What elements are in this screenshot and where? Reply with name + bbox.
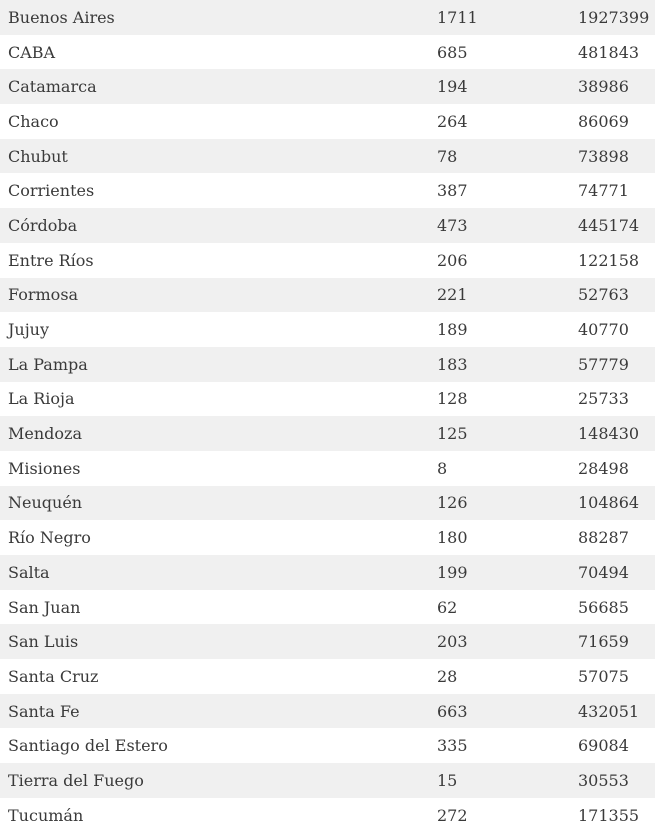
value-b-cell: 28498: [578, 458, 629, 478]
value-b-cell: 74771: [578, 181, 629, 201]
value-b-cell: 52763: [578, 285, 629, 305]
province-name-cell: Formosa: [8, 285, 79, 305]
province-name-cell: Santa Cruz: [8, 666, 99, 686]
table-row: [0, 382, 655, 417]
table-row: [0, 0, 655, 35]
table-row: [0, 486, 655, 521]
value-a-cell: 221: [437, 285, 468, 305]
value-a-cell: 15: [437, 770, 458, 790]
table-row: [0, 139, 655, 174]
value-b-cell: 432051: [578, 701, 640, 721]
value-b-cell: 148430: [578, 424, 640, 444]
value-b-cell: 38986: [578, 77, 629, 97]
value-b-cell: 481843: [578, 42, 640, 62]
province-name-cell: Misiones: [8, 458, 81, 478]
value-a-cell: 128: [437, 389, 468, 409]
province-name-cell: Neuquén: [8, 493, 83, 513]
province-name-cell: Corrientes: [8, 181, 95, 201]
province-name-cell: CABA: [8, 42, 56, 62]
value-a-cell: 1711: [437, 7, 478, 27]
table-row: [0, 208, 655, 243]
table-row: [0, 104, 655, 139]
province-name-cell: Buenos Aires: [8, 7, 115, 27]
value-b-cell: 86069: [578, 111, 629, 131]
value-a-cell: 272: [437, 805, 468, 825]
value-a-cell: 194: [437, 77, 468, 97]
table-row: [0, 520, 655, 555]
table-row: [0, 763, 655, 798]
value-b-cell: 40770: [578, 320, 629, 340]
value-a-cell: 206: [437, 250, 468, 270]
value-a-cell: 663: [437, 701, 468, 721]
table-row: [0, 243, 655, 278]
value-a-cell: 78: [437, 146, 458, 166]
value-a-cell: 180: [437, 528, 468, 548]
province-name-cell: San Luis: [8, 632, 79, 652]
value-a-cell: 199: [437, 562, 468, 582]
value-b-cell: 30553: [578, 770, 629, 790]
table-row: [0, 798, 655, 833]
table-row: [0, 451, 655, 486]
table-row: [0, 69, 655, 104]
value-b-cell: 25733: [578, 389, 629, 409]
province-name-cell: Salta: [8, 562, 50, 582]
value-a-cell: 685: [437, 42, 468, 62]
province-name-cell: Chubut: [8, 146, 68, 166]
province-name-cell: La Pampa: [8, 354, 88, 374]
value-b-cell: 88287: [578, 528, 629, 548]
value-a-cell: 335: [437, 736, 468, 756]
value-b-cell: 69084: [578, 736, 629, 756]
table-row: [0, 347, 655, 382]
value-a-cell: 473: [437, 215, 468, 235]
value-b-cell: 1927399: [578, 7, 650, 27]
province-name-cell: Tucumán: [8, 805, 84, 825]
value-b-cell: 57779: [578, 354, 629, 374]
value-b-cell: 104864: [578, 493, 640, 513]
value-a-cell: 62: [437, 597, 458, 617]
table-row: [0, 173, 655, 208]
value-b-cell: 71659: [578, 632, 629, 652]
value-b-cell: 70494: [578, 562, 629, 582]
value-b-cell: 57075: [578, 666, 629, 686]
value-b-cell: 73898: [578, 146, 629, 166]
table-row: [0, 728, 655, 763]
table-row: [0, 312, 655, 347]
value-a-cell: 203: [437, 632, 468, 652]
table-row: [0, 416, 655, 451]
table-row: [0, 590, 655, 625]
table-row: [0, 35, 655, 70]
value-a-cell: 28: [437, 666, 458, 686]
province-name-cell: Santa Fe: [8, 701, 80, 721]
table-row: [0, 694, 655, 729]
value-a-cell: 126: [437, 493, 468, 513]
province-name-cell: Río Negro: [8, 528, 91, 548]
table-row: [0, 624, 655, 659]
value-a-cell: 125: [437, 424, 468, 444]
table-row: [0, 278, 655, 313]
province-name-cell: Mendoza: [8, 424, 82, 444]
value-a-cell: 264: [437, 111, 468, 131]
province-name-cell: Tierra del Fuego: [8, 770, 144, 790]
table-row: [0, 555, 655, 590]
province-name-cell: Córdoba: [8, 215, 78, 235]
province-name-cell: La Rioja: [8, 389, 75, 409]
value-b-cell: 171355: [578, 805, 640, 825]
province-name-cell: Entre Ríos: [8, 250, 94, 270]
value-b-cell: 56685: [578, 597, 629, 617]
value-a-cell: 189: [437, 320, 468, 340]
value-b-cell: 445174: [578, 215, 640, 235]
province-name-cell: Catamarca: [8, 77, 97, 97]
value-a-cell: 8: [437, 458, 448, 478]
province-name-cell: Chaco: [8, 111, 59, 131]
value-a-cell: 183: [437, 354, 468, 374]
province-name-cell: Santiago del Estero: [8, 736, 168, 756]
province-name-cell: Jujuy: [8, 320, 50, 340]
province-name-cell: San Juan: [8, 597, 81, 617]
value-b-cell: 122158: [578, 250, 640, 270]
value-a-cell: 387: [437, 181, 468, 201]
table-row: [0, 659, 655, 694]
